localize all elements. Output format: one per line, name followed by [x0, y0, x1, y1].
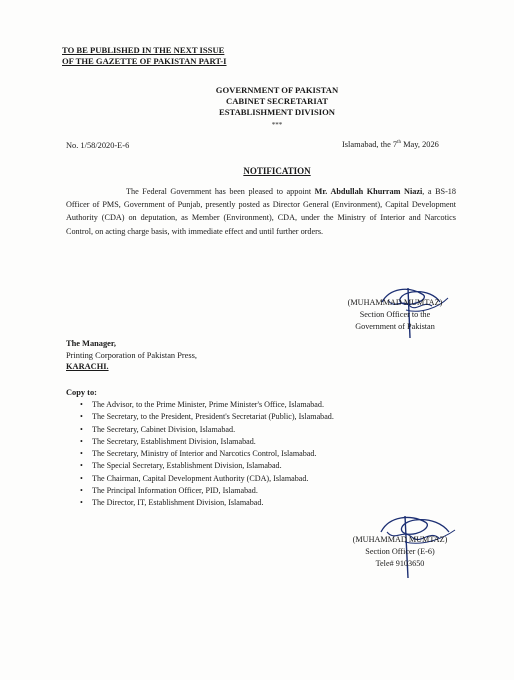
addressee-line-1: The Manager, — [66, 339, 116, 348]
signatory-1-org: Government of Pakistan — [355, 322, 435, 331]
list-item: • The Advisor, to the Prime Minister, Prime Minister's Office, Islamabad. — [80, 399, 334, 411]
letterhead-government: GOVERNMENT OF PAKISTAN — [215, 85, 339, 95]
signature-2-text — [340, 534, 460, 570]
letterhead — [120, 85, 434, 118]
letterhead-stars: *** — [271, 121, 283, 129]
signatory-1-name: (MUHAMMAD MUMTAZ) — [347, 298, 443, 307]
list-item: • The Secretary, Establishment Division, Islamabad. — [80, 436, 334, 448]
signatory-2-title: Section Officer (E-6) — [365, 547, 435, 556]
signature-1-text — [335, 297, 455, 333]
list-item: • The Secretary, Cabinet Division, Islamabad. — [80, 424, 334, 436]
notification-title: NOTIFICATION — [243, 166, 311, 176]
list-item: • The Principal Information Officer, PID, Islamabad. — [80, 485, 334, 497]
date-prefix: Islamabad, the 7 — [342, 140, 398, 149]
addressee-line-2: Printing Corporation of Pakistan Press, — [66, 350, 197, 360]
letterhead-secretariat: CABINET SECRETARIAT — [226, 96, 328, 106]
letterhead-division: ESTABLISHMENT DIVISION — [219, 107, 335, 117]
copy-to-list — [80, 399, 334, 510]
list-item: • The Secretary, to the President, President's Secretariat (Public), Islamabad. — [80, 411, 334, 423]
copy-to-label: Copy to: — [66, 388, 97, 397]
list-item: • The Chairman, Capital Development Authority (CDA), Islamabad. — [80, 473, 334, 485]
gazette-line-1: TO BE PUBLISHED IN THE NEXT ISSUE — [62, 45, 225, 55]
list-item: • The Special Secretary, Establishment Division, Islamabad. — [80, 460, 334, 472]
signatory-2-name: (MUHAMMAD MUMTAZ) — [352, 535, 448, 544]
issue-date — [342, 140, 439, 149]
gazette-line-2: OF THE GAZETTE OF PAKISTAN PART-I — [62, 56, 227, 66]
signatory-2-phone: Tele# 9103650 — [375, 559, 425, 568]
list-item: • The Director, IT, Establishment Division, Islamabad. — [80, 497, 334, 509]
addressee-city: KARACHI. — [66, 362, 109, 371]
body-intro: The Federal Government has been pleased to appoint — [126, 187, 315, 196]
signatory-1-title: Section Officer to the — [359, 310, 431, 319]
body-details: , a BS-18 Officer of PMS, Government of Punjab, presently posted as Director General (Environment), Capital Development Authority (CDA) on deputation, as Member (Environment), CDA, under the Ministry of Interior and Narcotics Control, on acting charge basis, with immediate effect and until further orders. — [66, 187, 456, 236]
appointee-name: Mr. Abdullah Khurram Niazi — [314, 187, 423, 196]
date-ordinal: th — [397, 140, 402, 146]
reference-number: No. 1/58/2020-E-6 — [66, 141, 130, 150]
date-rest: May, 2026 — [401, 140, 439, 149]
list-item: • The Secretary, Ministry of Interior and Narcotics Control, Islamabad. — [80, 448, 334, 460]
gazette-publication-header — [62, 45, 227, 67]
addressee — [66, 338, 197, 373]
notification-body — [66, 185, 456, 238]
